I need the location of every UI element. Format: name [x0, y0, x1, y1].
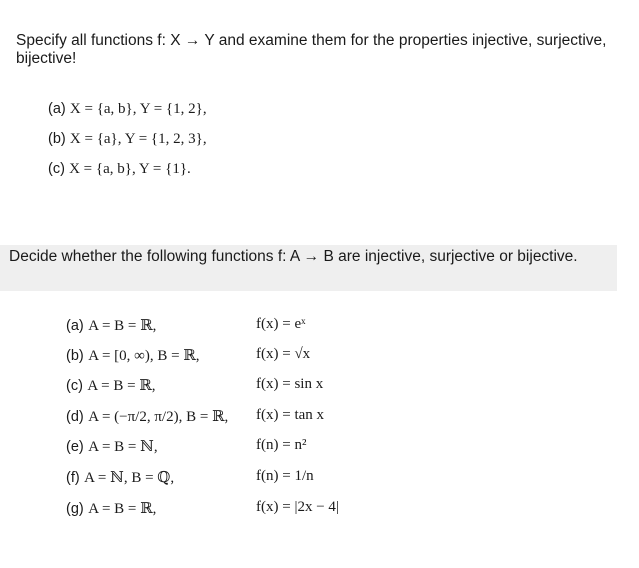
- item-function: f(n) = 1/n: [256, 468, 314, 484]
- item-label: (d): [66, 409, 84, 425]
- exercise1-item-c: [48, 160, 191, 178]
- item-math: X = {a}, Y = {1, 2, 3},: [69, 131, 207, 147]
- item-label: (b): [48, 131, 66, 147]
- item-math: X = {a, b}, Y = {1}.: [69, 161, 191, 177]
- exercise2-item-g: [66, 499, 566, 521]
- exercise2-item-a: [66, 316, 566, 338]
- exercise1-item-b: [48, 130, 207, 148]
- item-domain: A = B = ℝ,: [88, 501, 157, 517]
- item-function: f(x) = √x: [256, 346, 311, 362]
- item-domain: A = B = ℕ,: [88, 439, 158, 455]
- exercise2-item-b: [66, 346, 566, 368]
- item-function: f(x) = tan x: [256, 407, 325, 423]
- item-label: (a): [66, 318, 84, 334]
- item-domain: A = B = ℝ,: [88, 318, 157, 334]
- item-label: (b): [66, 348, 84, 364]
- item-label: (c): [66, 378, 83, 394]
- exercise1-item-a: [48, 100, 207, 118]
- item-domain: A = (−π/2, π/2), B = ℝ,: [88, 409, 229, 425]
- exercise2-item-c: [66, 376, 566, 398]
- item-function: f(x) = sin x: [256, 376, 324, 392]
- item-domain: A = [0, ∞), B = ℝ,: [88, 348, 200, 364]
- item-math: X = {a, b}, Y = {1, 2},: [69, 101, 207, 117]
- item-label: (f): [66, 470, 80, 486]
- item-domain: A = B = ℝ,: [87, 378, 156, 394]
- item-label: (g): [66, 501, 84, 517]
- item-function: f(x) = eˣ: [256, 316, 306, 332]
- item-label: (e): [66, 439, 84, 455]
- item-domain: A = ℕ, B = ℚ,: [84, 470, 175, 486]
- exercise2-item-f: [66, 468, 566, 490]
- item-label: (c): [48, 161, 65, 177]
- intro-text: Specify all functions f: X → Y and examine them for the properties injective, surjective, bijective!: [16, 32, 607, 67]
- item-function: f(x) = |2x − 4|: [256, 499, 339, 515]
- item-function: f(n) = n²: [256, 437, 307, 453]
- exercise2-prompt: Decide whether the following functions f: A → B are injective, surjective or bijective.: [9, 248, 578, 265]
- exercise2-item-e: [66, 437, 566, 459]
- exercise2-item-d: [66, 407, 566, 429]
- item-label: (a): [48, 101, 66, 117]
- exercise2-banner: [0, 245, 617, 291]
